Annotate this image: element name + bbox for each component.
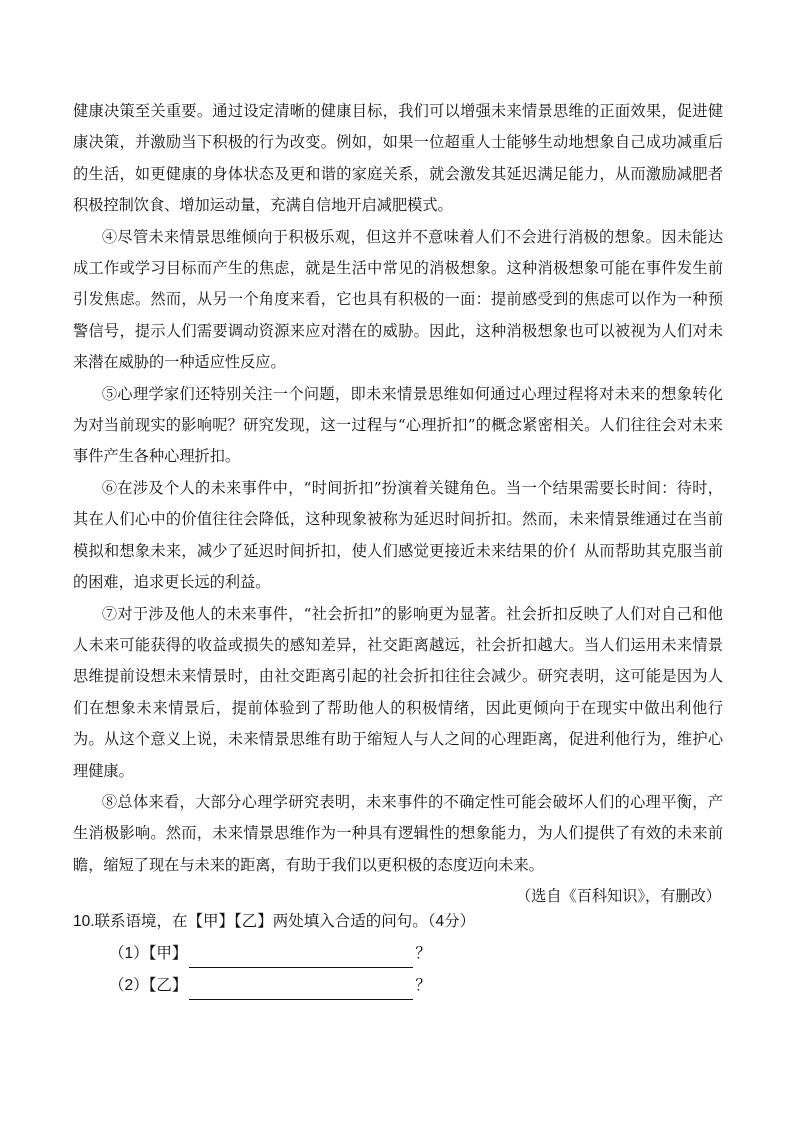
answer-label-yi: （2）【乙】: [109, 977, 188, 994]
answer-blank-yi[interactable]: [189, 981, 413, 1000]
paragraph-6: ⑥在涉及个人的未来事件中，“时间折扣”扮演着关键角色。当一个结果需要长时间：待时，其在人们心中的价值往往会降低，这种现象被称为延迟时间折扣。然而，未来情景维通过在当前模拟和想象未来，减少了延迟时间折扣，使人们感觉更接近未来结果的价亻从而帮助其克服当前的困难，追求更长远的利益。: [73, 478, 723, 592]
paragraph-4: ④尽管未来情景思维倾向于积极乐观，但这并不意味着人们不会进行消极的想象。因未能达成工作或学习目标而产生的焦虑，就是生活中常见的消极想象。这种消极想象可能在事件发生前引发焦虑。然而，从另一个角度来看，它也具有积极的一面：提前感受到的焦虑可以作为一种预警信号，提示人们需要调动资源来应对潜在的威胁。因此，这种消极想象也可以被视为人们对未来潜在威胁的一种适应性反应。: [73, 227, 723, 372]
question-mark: ？: [415, 945, 431, 962]
paragraph-5: ⑤心理学家们还特别关注一个问题，即未来情景思维如何通过心理过程将对未来的想象转化为对当前现实的影响呢？研究发现，这一过程与“心理折扣”的概念紧密相关。人们往往会对未来事件产生各种心理折扣。: [73, 384, 723, 466]
answer-blank-jia[interactable]: [189, 949, 413, 968]
question-prompt: 10.联系语境，在【甲】【乙】两处填入合适的问句。（4分）: [73, 913, 476, 930]
paragraph-8: ⑧总体来看，大部分心理学研究表明，未来事件的不确定性可能会破坏人们的心理平衡，产生消极影响。然而，未来情景思维作为一种具有逻辑性的想象能力，为人们提供了有效的未来前瞻，缩短了现在与未来的距离，有助于我们以更积极的态度迈向未来。: [73, 792, 723, 874]
source-citation: （选自《百科知识》，有删改）: [515, 887, 721, 906]
answer-line-jia: [109, 940, 723, 968]
reading-passage: [73, 96, 723, 913]
question-10: [73, 908, 723, 1000]
paragraph-7: ⑦对于涉及他人的未来事件，“社会折扣”的影响更为显著。社会折扣反映了人们对自己和他人未来可能获得的收益或损失的感知差异，社交距离越远，社会折扣越大。当人们运用未来情景思维提前设想未来情景时，由社交距离引起的社会折扣往往会减少。研究表明，这可能是因为人们在想象未来情景后，提前体验到了帮助他人的积极情绪，因此更倾向于在现实中做出利他行为。从这个意义上说，未来情景思维有助于缩短人与人之间的心理距离，促进利他行为，维护心理健康。: [73, 604, 723, 780]
paragraph-continuation: 健康决策至关重要。通过设定清晰的健康目标，我们可以增强未来情景思维的正面效果，促进健康决策，并激励当下积极的行为改变。例如，如果一位超重人士能够生动地想象自己成功减重后的生活，如更健康的身体状态及更和谐的家庭关系，就会激发其延迟满足能力，从而激励减肥者积极控制饮食、增加运动量，充满自信地开启减肥模式。: [73, 102, 723, 215]
answer-line-yi: [109, 972, 723, 1000]
answer-label-jia: （1）【甲】: [109, 945, 188, 962]
question-mark: ？: [415, 977, 431, 994]
